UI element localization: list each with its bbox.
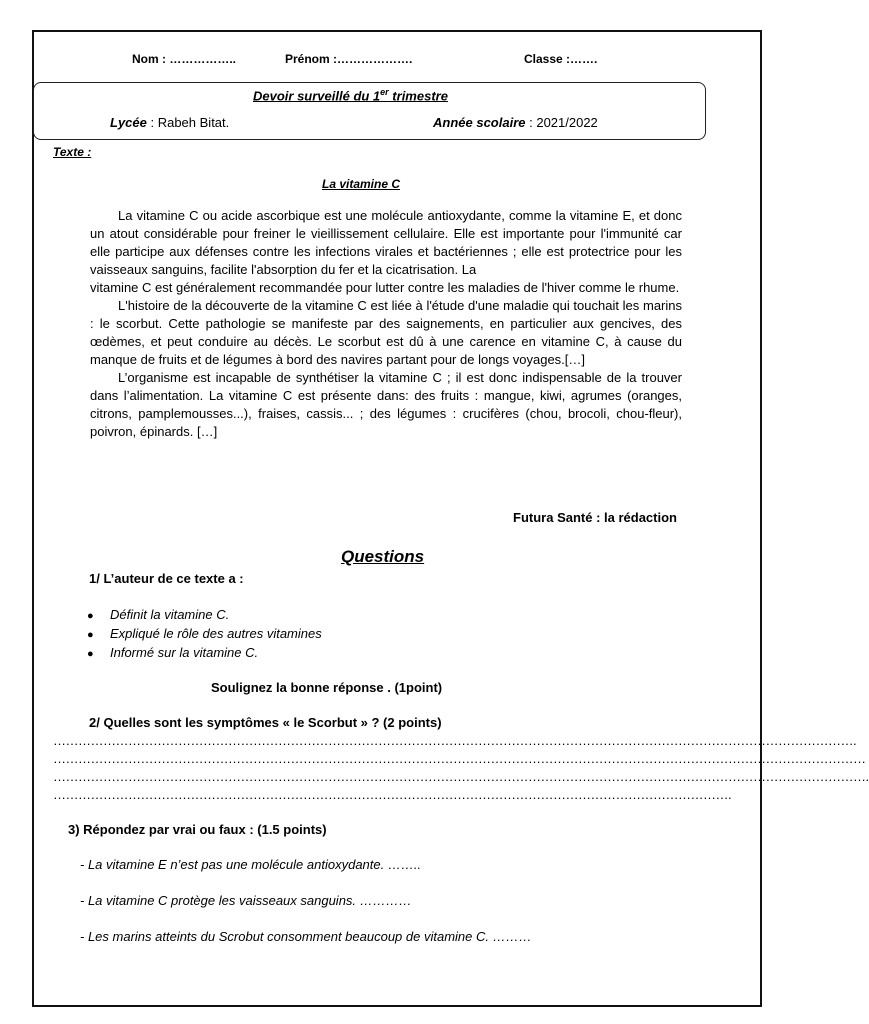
question-3: 3) Répondez par vrai ou faux : (1.5 points) (68, 822, 327, 837)
paragraph-2: vitamine C est généralement recommandée pour lutter contre les maladies de l'hiver comme le rhume. (90, 280, 680, 295)
lycee: Lycée : Rabeh Bitat. (110, 115, 230, 130)
answer-line-2: …………………………………………………………………………………………………………………………………………………………………………… (53, 751, 866, 766)
question-2: 2/ Quelles sont les symptômes « le Scorbut » ? (2 points) (89, 715, 442, 730)
option-2: ● Expliqué le rôle des autres vitamines (87, 626, 322, 641)
answer-line-3: ……………………………………………………………………………………………………………………………………………………………………………. (53, 769, 869, 784)
questions-heading: Questions (341, 547, 425, 566)
answer-line-1: …………………………………………………………………………………………………………………………………………………………………………. (53, 733, 857, 748)
q1-instruction: Soulignez la bonne réponse . (1point) (211, 680, 443, 695)
question-1: 1/ L’auteur de ce texte a : (89, 571, 244, 586)
texte-label: Texte : (53, 145, 92, 159)
paragraph-3: L'histoire de la découverte de la vitamine C est liée à l'étude d'une maladie qui touchait les marins : le scorbut. Cette pathologie se manifeste par des saignements, en particulier aux gencives, des œdèmes, et peut conduire au décès. Le scorbut est dû à une carence en vitamine C, à cause du manque de fruits et de légumes à bord des navires partant pour de longs voyages.[…] (90, 298, 682, 367)
classe-field: Classe :……. (524, 52, 598, 66)
source-credit: Futura Santé : la rédaction (513, 510, 677, 525)
paragraph-4: L’organisme est incapable de synthétiser la vitamine C ; il est donc indispensable de la trouver dans l’alimentation. La vitamine C est présente dans: des fruits : mangue, kiwi, agrumes (oranges, citrons, pamplemousses...), fraises, cassis... ; des légumes : crucifères (chou, brocoli, chou-fleur), poivron, épinards. […] (90, 370, 682, 439)
option-1: ● Définit la vitamine C. (87, 607, 230, 622)
nom-field: Nom : …………….. (132, 52, 236, 66)
annee-scolaire: Année scolaire : 2021/2022 (433, 115, 598, 130)
answer-line-4: ………………………………………………………………………………………………………………………………………………. (53, 787, 732, 802)
prenom-field: Prénom :………………. (285, 52, 413, 66)
option-3: ● Informé sur la vitamine C. (87, 645, 259, 660)
text-body (90, 207, 682, 441)
vf-item-3: - Les marins atteints du Scrobut consomment beaucoup de vitamine C. ……… (80, 929, 532, 944)
text-title: La vitamine C (322, 177, 401, 191)
vf-item-2: - La vitamine C protège les vaisseaux sanguins. ………… (80, 893, 412, 908)
paragraph-1: La vitamine C ou acide ascorbique est une molécule antioxydante, comme la vitamine E, et donc un atout considérable pour freiner le vieillissement cellulaire. Elle est importante pour l'immunité car elle participe aux défenses contre les infections virales et bactériennes ; elle est protectrice pour les vaisseaux sanguins, facilite l'absorption du fer et la cicatrisation. La (90, 208, 682, 277)
exam-title: Devoir surveillé du 1er trimestre (253, 87, 448, 104)
vf-item-1: - La vitamine E n’est pas une molécule antioxydante. …….. (80, 857, 422, 872)
